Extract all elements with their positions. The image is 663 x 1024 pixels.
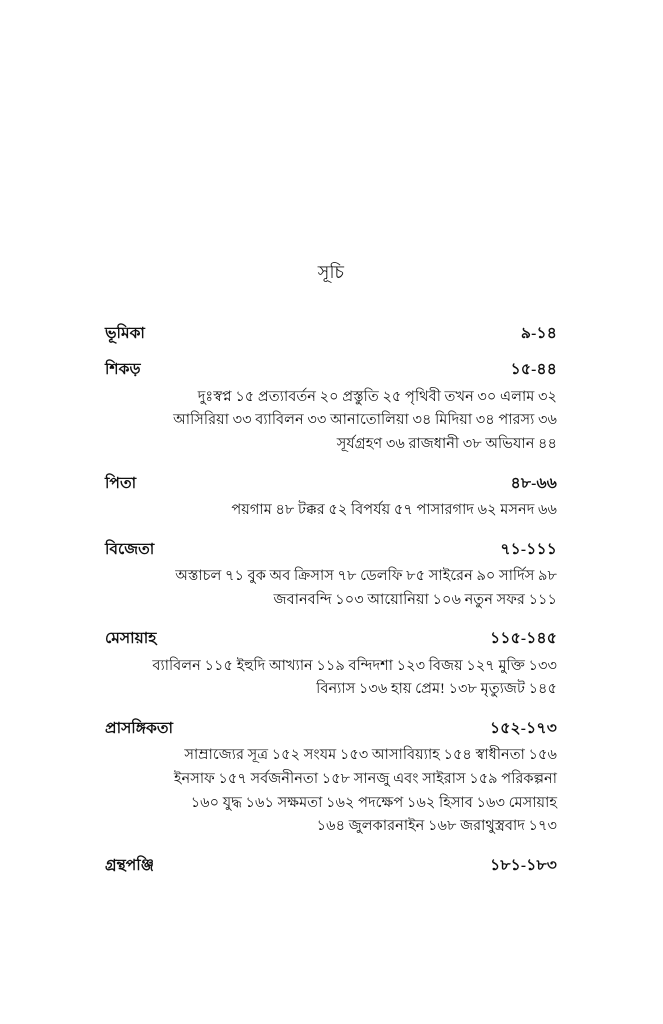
toc-section-header[interactable] — [105, 856, 557, 875]
toc-section-label[interactable]: মেসায়াহ — [105, 630, 157, 648]
toc-content — [105, 262, 557, 881]
toc-section-page-range: ৪৮-৬৬ — [510, 474, 557, 492]
toc-subentry-line: সাম্রাজ্যের সূত্র ১৫২ সংযম ১৫৩ আসাবিয়্যাহ ১৫৪ স্বাধীনতা ১৫৬ — [184, 747, 557, 764]
toc-section-label[interactable]: শিকড় — [105, 361, 141, 379]
toc-section-label[interactable]: গ্রন্থপঞ্জি — [105, 856, 154, 874]
page-title: সূচি — [317, 262, 345, 282]
toc-section-page-range: ৯-১৪ — [520, 325, 557, 342]
toc-section — [105, 629, 557, 702]
toc-section — [105, 360, 557, 456]
toc-section-header[interactable] — [105, 719, 557, 738]
toc-subentry-list — [105, 386, 557, 457]
toc-subentry-list — [105, 565, 557, 612]
toc-subentry-line: জবানবন্দি ১০৩ আয়োনিয়া ১০৬ নতুন সফর ১১১ — [273, 591, 557, 608]
toc-section-page-range: ৭১-১১১ — [500, 540, 557, 558]
toc-section — [105, 540, 557, 613]
toc-section-list — [105, 324, 557, 875]
toc-section-header[interactable] — [105, 474, 557, 493]
toc-section-label[interactable]: ভূমিকা — [105, 325, 145, 342]
toc-section-label[interactable]: প্রাসঙ্গিকতা — [105, 720, 173, 737]
toc-section-label[interactable]: বিজেতা — [105, 540, 155, 558]
toc-subentry-line: ইনসাফ ১৫৭ সর্বজনীনতা ১৫৮ সানজু এবং সাইরাস ১৫৯ পরিকল্পনা — [173, 771, 557, 788]
toc-section — [105, 719, 557, 839]
toc-section-header[interactable] — [105, 360, 557, 379]
toc-section-page-range: ১১৫-১৪৫ — [490, 630, 557, 648]
toc-section — [105, 474, 557, 523]
toc-subentry-list — [105, 744, 557, 839]
toc-section — [105, 324, 557, 343]
toc-subentry-line: সূর্যগ্রহণ ৩৬ রাজধানী ৩৮ অভিযান ৪৪ — [336, 436, 557, 453]
toc-section-header[interactable] — [105, 540, 557, 559]
toc-subentry-line: দুঃস্বপ্ন ১৫ প্রত্যাবর্তন ২০ প্রস্তুতি ২৫ পৃথিবী তখন ৩০ এলাম ৩২ — [197, 388, 557, 405]
toc-subentry-line: আসিরিয়া ৩৩ ব্যাবিলন ৩৩ আনাতোলিয়া ৩৪ মিদিয়া ৩৪ পারস্য ৩৬ — [173, 412, 557, 429]
toc-subentry-line: অস্তাচল ৭১ বুক অব ক্রিসাস ৭৮ ডেলফি ৮৫ সাইরেন ৯০ সার্দিস ৯৮ — [175, 568, 557, 585]
toc-subentry-line: ব্যাবিলন ১১৫ ইহুদি আখ্যান ১১৯ বন্দিদশা ১২৩ বিজয় ১২৭ মুক্তি ১৩৩ — [152, 657, 557, 674]
toc-section-header[interactable] — [105, 629, 557, 648]
toc-subentry-list — [105, 655, 557, 702]
toc-subentry-line: বিন্যাস ১৩৬ হায় প্রেম! ১৩৮ মৃত্যুজট ১৪৫ — [316, 681, 557, 698]
toc-subentry-line: ১৬০ যুদ্ধ ১৬১ সক্ষমতা ১৬২ পদক্ষেপ ১৬২ হিসাব ১৬৩ মেসায়াহ — [190, 794, 557, 811]
toc-section-page-range: ১৮১-১৮৩ — [490, 856, 557, 874]
toc-section-label[interactable]: পিতা — [105, 474, 137, 492]
toc-subentry-line: ১৬৪ জুলকারনাইন ১৬৮ জরাথুস্ত্রবাদ ১৭৩ — [316, 818, 557, 835]
toc-subentry-line: পয়গাম ৪৮ টক্কর ৫২ বিপর্যয় ৫৭ পাসারগাদ ৬২ মসনদ ৬৬ — [231, 502, 557, 519]
toc-section-header[interactable] — [105, 324, 557, 343]
toc-subentry-list — [105, 499, 557, 523]
toc-section-page-range: ১৫২-১৭৩ — [490, 720, 557, 737]
toc-section — [105, 856, 557, 875]
toc-section-page-range: ১৫-৪৪ — [510, 361, 557, 379]
